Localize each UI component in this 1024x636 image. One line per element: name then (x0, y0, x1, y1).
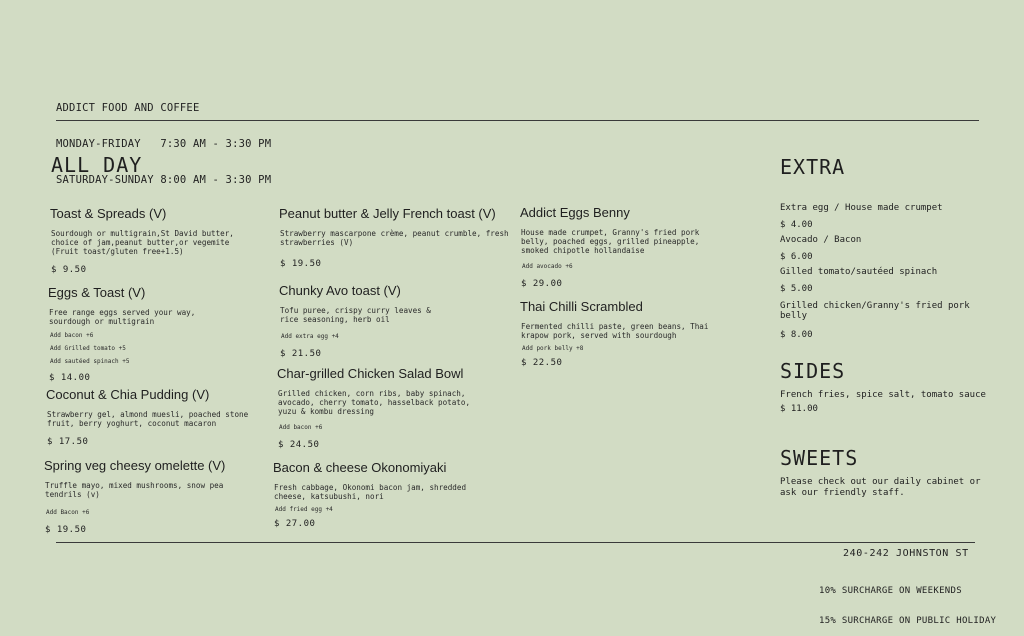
extra-title: EXTRA (780, 155, 846, 179)
surcharge-public-holiday: 15% SURCHARGE ON PUBLIC HOLIDAY (819, 616, 997, 626)
menu-item-coconut-chia (46, 387, 261, 447)
item-description: Strawberry mascarpone crème, peanut crumble, fresh strawberries (V) (280, 229, 509, 247)
item-name: Peanut butter & Jelly French toast (V) (279, 206, 496, 221)
sweets-title: SWEETS (780, 446, 859, 470)
item-price: $ 21.50 (280, 349, 322, 359)
extra-name: Gilled tomato/sautéed spinach (780, 267, 938, 277)
item-addon: Add fried egg +4 (275, 506, 333, 513)
item-description: Fresh cabbage, Okonomi bacon jam, shredded cheese, katsubushi, nori (274, 483, 467, 501)
item-name: Chunky Avo toast (V) (279, 283, 401, 298)
extra-price: $ 6.00 (780, 252, 813, 262)
item-price: $ 24.50 (278, 440, 320, 450)
item-name: Bacon & cheese Okonomiyaki (273, 460, 447, 475)
extra-name: Extra egg / House made crumpet (780, 203, 943, 213)
restaurant-name: ADDICT FOOD AND COFFEE (56, 102, 200, 114)
extra-item (780, 267, 995, 294)
sides-price: $ 11.00 (780, 404, 818, 414)
item-description: Free range eggs served your way, sourdough or multigrain (49, 308, 196, 326)
item-addon: Add sautéed spinach +5 (50, 358, 130, 365)
extra-item (780, 235, 995, 262)
item-addon: Add avocado +6 (522, 263, 573, 270)
extra-name: Avocado / Bacon (780, 235, 862, 245)
item-addon: Add bacon +6 (50, 332, 94, 339)
menu-item-chunky-avo (279, 283, 494, 359)
item-price: $ 17.50 (47, 437, 89, 447)
menu-item-eggs-benny (520, 205, 720, 289)
menu-item-thai-chilli-scrambled (520, 299, 720, 368)
extra-item (780, 301, 990, 340)
item-description: Sourdough or multigrain,St David butter, choice of jam,peanut butter,or vegemite (Fruit toast/gluten free+1.5) (51, 229, 234, 256)
item-addon: Add bacon +6 (279, 424, 323, 431)
menu-item-okonomiyaki (273, 460, 488, 529)
item-price: $ 14.00 (49, 373, 91, 383)
hours-weekday: MONDAY-FRIDAY 7:30 AM - 3:30 PM (56, 138, 272, 150)
menu-item-pbj-french-toast (279, 206, 519, 269)
item-name: Char-grilled Chicken Salad Bowl (277, 366, 464, 381)
item-name: Thai Chilli Scrambled (520, 299, 643, 314)
extra-item (780, 203, 995, 230)
sides-title: SIDES (780, 359, 846, 383)
address: 240-242 JOHNSTON ST (843, 548, 969, 559)
menu-item-toast-spreads (50, 206, 265, 275)
item-description: House made crumpet, Granny's fried pork belly, poached eggs, grilled pineapple, smoked chipotle hollandaise (521, 228, 700, 255)
menu-item-spring-veg-omelette (44, 458, 259, 535)
extra-name: Grilled chicken/Granny's fried pork belly (780, 301, 970, 321)
sweets-description: Please check out our daily cabinet or ask our friendly staff. (780, 477, 981, 498)
item-price: $ 29.00 (521, 279, 563, 289)
menu-item-eggs-toast (48, 285, 263, 383)
restaurant-header (56, 78, 271, 198)
item-description: Tofu puree, crispy curry leaves & rice seasoning, herb oil (280, 306, 431, 324)
extra-price: $ 5.00 (780, 284, 813, 294)
surcharge-notice (819, 566, 996, 636)
item-price: $ 19.50 (280, 259, 322, 269)
menu-item-chicken-salad (277, 366, 492, 450)
item-addon: Add pork belly +8 (522, 345, 584, 352)
surcharge-weekends: 10% SURCHARGE ON WEEKENDS (819, 586, 962, 596)
item-description: Grilled chicken, corn ribs, baby spinach, avocado, cherry tomato, hasselback potato, yuzu & kombu dressing (278, 389, 471, 416)
hours-weekend: SATURDAY-SUNDAY 8:00 AM - 3:30 PM (56, 174, 272, 186)
item-description: Strawberry gel, almond muesli, poached stone fruit, berry yoghurt, coconut macaron (47, 410, 249, 428)
item-description: Fermented chilli paste, green beans, Thai krapow pork, served with sourdough (521, 322, 709, 340)
item-name: Eggs & Toast (V) (48, 285, 146, 300)
item-description: Truffle mayo, mixed mushrooms, snow pea tendrils (v) (45, 481, 224, 499)
item-name: Addict Eggs Benny (520, 205, 630, 220)
item-name: Toast & Spreads (V) (50, 206, 167, 221)
item-price: $ 9.50 (51, 265, 87, 275)
item-price: $ 19.50 (45, 525, 87, 535)
item-addon: Add Bacon +6 (46, 509, 90, 516)
header-divider (56, 120, 979, 121)
extra-price: $ 8.00 (780, 330, 813, 340)
item-price: $ 27.00 (274, 519, 316, 529)
sides-description: French fries, spice salt, tomato sauce (780, 390, 986, 400)
footer-divider (56, 542, 975, 543)
sides-item (780, 390, 1000, 414)
extra-price: $ 4.00 (780, 220, 813, 230)
item-name: Coconut & Chia Pudding (V) (46, 387, 210, 402)
item-name: Spring veg cheesy omelette (V) (44, 458, 226, 473)
item-addon: Add Grilled tomato +5 (50, 345, 126, 352)
item-addon: Add extra egg +4 (281, 333, 339, 340)
item-price: $ 22.50 (521, 358, 563, 368)
all-day-title: ALL DAY (51, 153, 143, 177)
